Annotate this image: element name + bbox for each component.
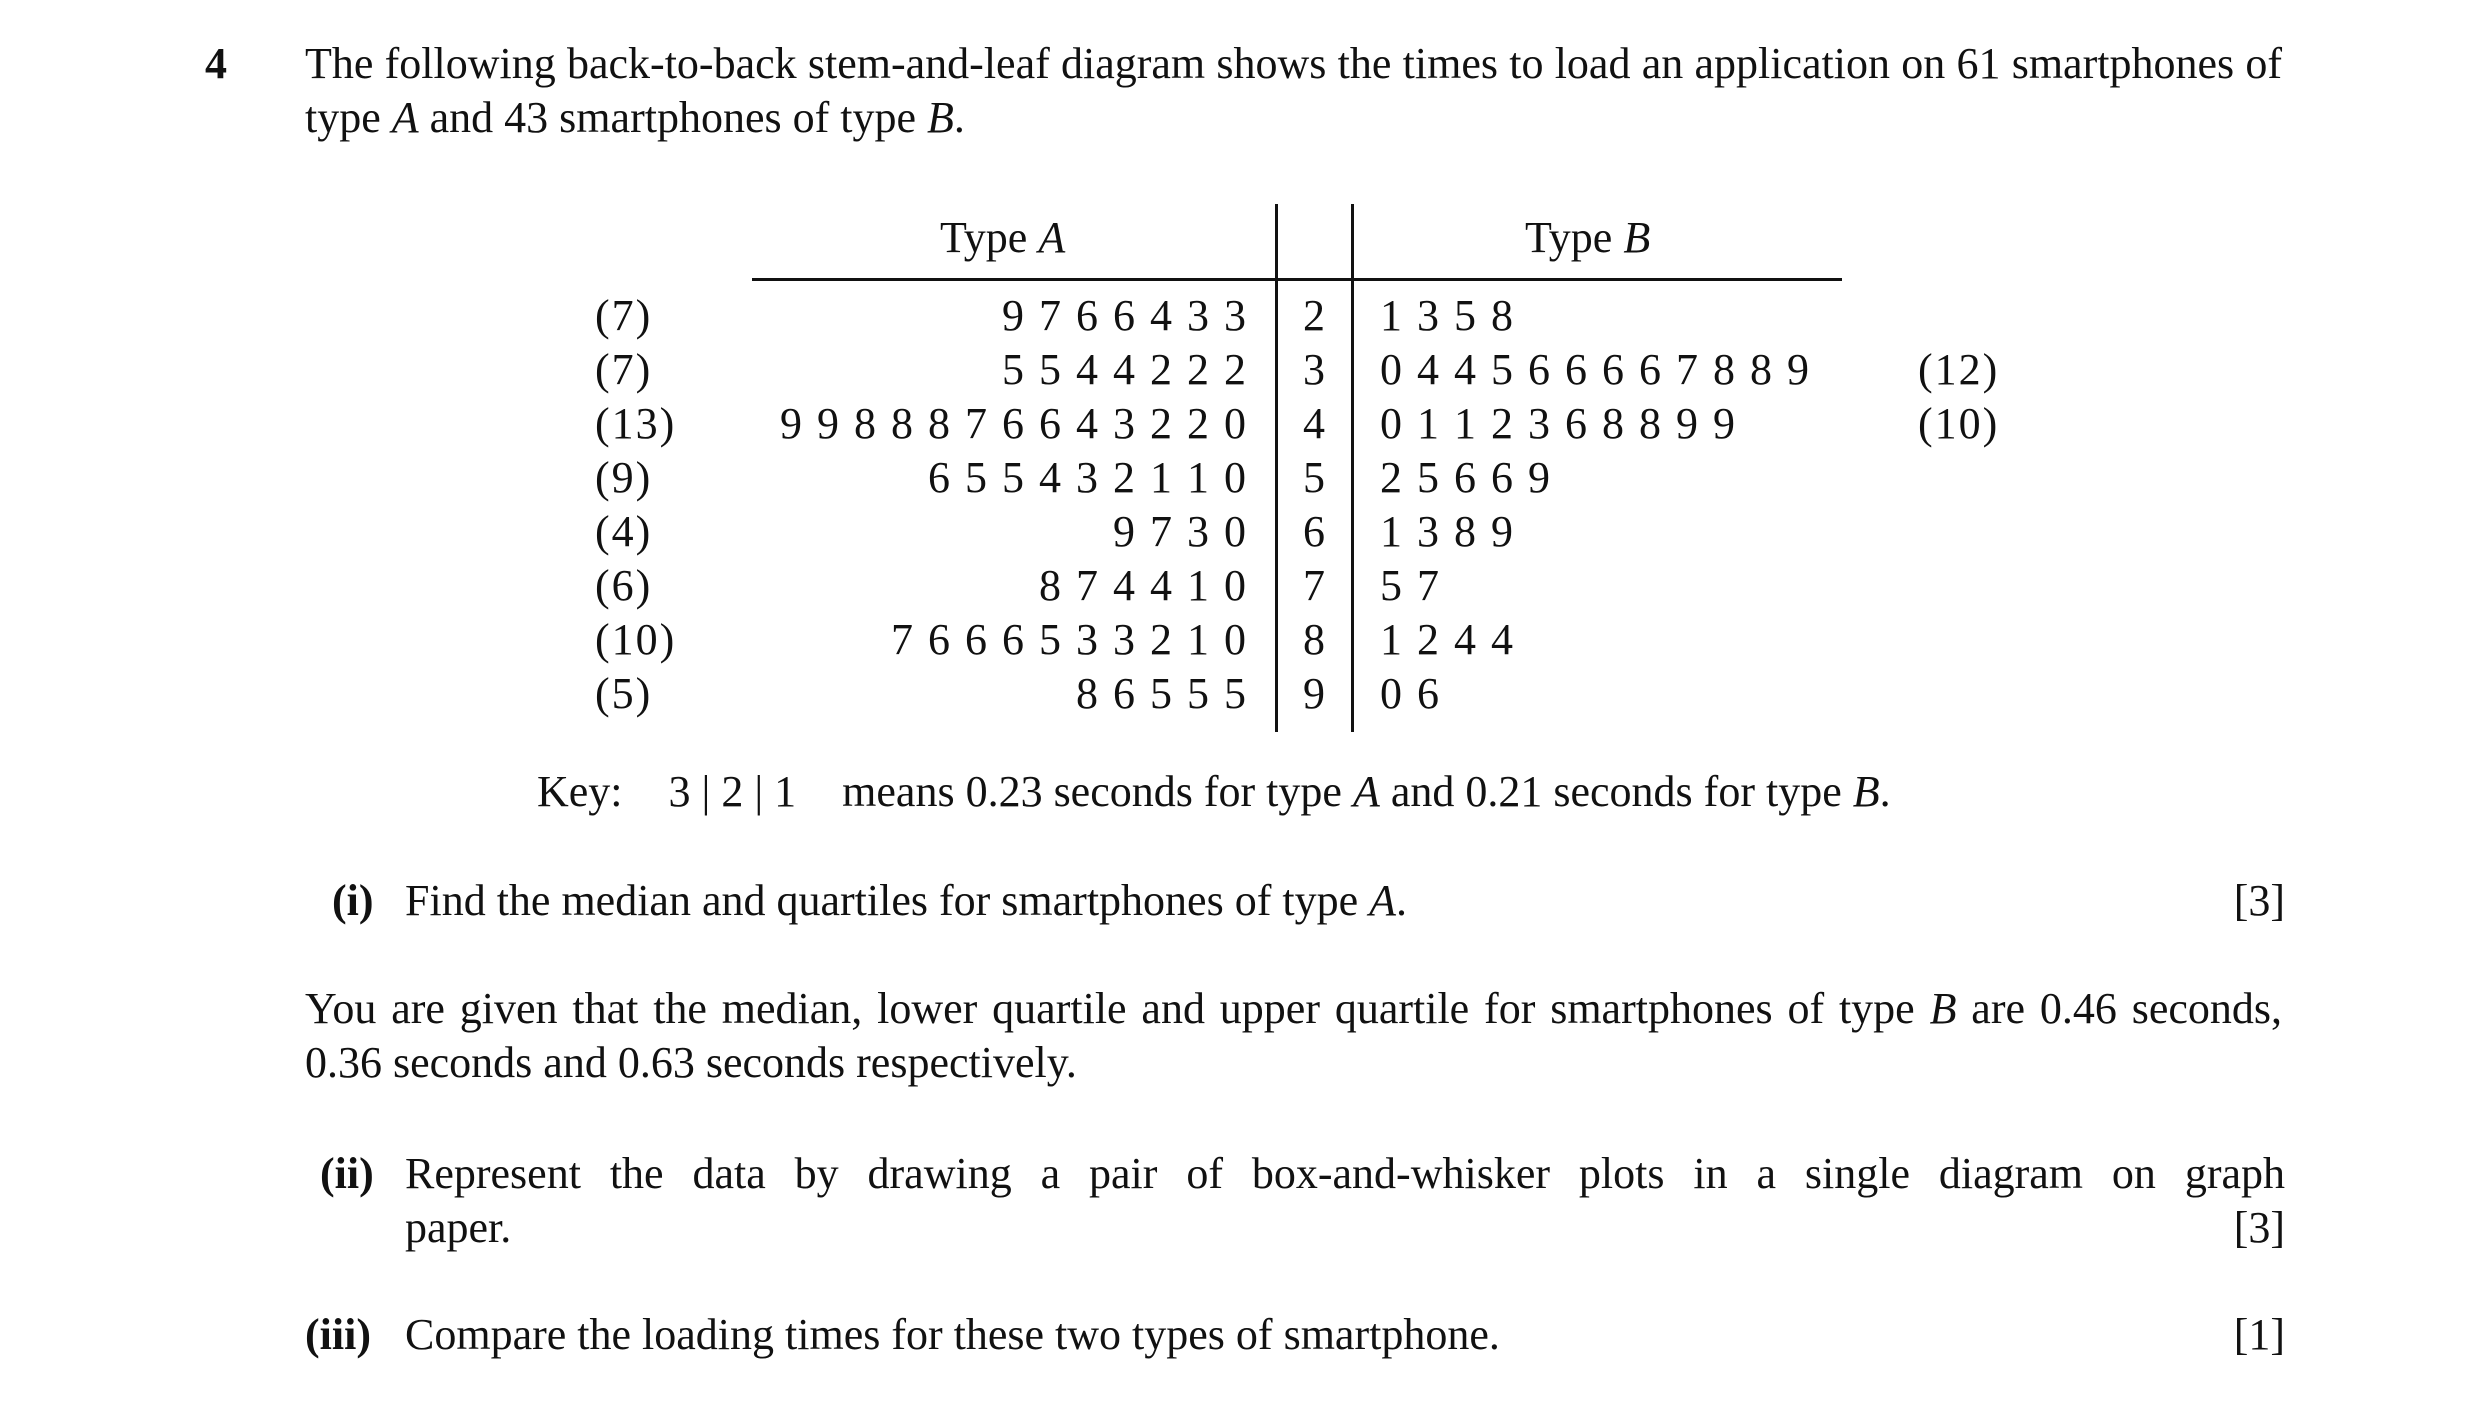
header-rule xyxy=(752,278,1842,281)
part-ii-marks: [3] xyxy=(2233,1203,2285,1252)
stem: 9 xyxy=(1303,669,1327,718)
key-example: 3 | 2 | 1 xyxy=(668,767,797,816)
part-i-marks: [3] xyxy=(2233,876,2285,925)
count-a: (5) xyxy=(595,669,653,718)
leaves-a: 9 7 6 6 4 3 3 xyxy=(1002,291,1248,340)
given-info xyxy=(305,982,2282,1090)
header-type-b xyxy=(1525,212,1650,263)
part-iii-text: Compare the loading times for these two types of smartphone. xyxy=(405,1310,1500,1359)
leaves-b: 0 6 xyxy=(1380,669,1441,718)
count-a: (6) xyxy=(595,561,653,610)
leaves-a: 7 6 6 6 5 3 3 2 1 0 xyxy=(891,615,1248,664)
stem: 6 xyxy=(1303,507,1327,556)
diagram-row xyxy=(0,398,2481,452)
leaves-a: 8 6 5 5 5 xyxy=(1076,669,1248,718)
intro-text-1: The following back-to-back stem-and-leaf diagram shows the times to load an application on 61 smartphones of type xyxy=(305,39,2282,142)
intro-text-3: . xyxy=(953,93,965,142)
key-var-a: A xyxy=(1352,767,1380,816)
count-a: (9) xyxy=(595,453,653,502)
count-b: (12) xyxy=(1918,345,2000,394)
header-b-var: B xyxy=(1623,213,1651,262)
given-text-1: You are given that the median, lower quartile and upper quartile for smartphones of type xyxy=(305,984,1930,1033)
header-a-prefix: Type xyxy=(940,213,1039,262)
intro-text-2: and 43 smartphones of type xyxy=(418,93,927,142)
leaves-b: 2 5 6 6 9 xyxy=(1380,453,1552,502)
stem: 7 xyxy=(1303,561,1327,610)
count-a: (7) xyxy=(595,291,653,340)
count-a: (13) xyxy=(595,399,677,448)
leaves-b: 1 3 8 9 xyxy=(1380,507,1515,556)
count-a: (4) xyxy=(595,507,653,556)
leaves-b: 1 2 4 4 xyxy=(1380,615,1515,664)
header-b-prefix: Type xyxy=(1525,213,1624,262)
key-label: Key: xyxy=(537,767,623,816)
leaves-a: 6 5 5 4 3 2 1 1 0 xyxy=(928,453,1248,502)
leaves-b: 1 3 5 8 xyxy=(1380,291,1515,340)
stem: 2 xyxy=(1303,291,1327,340)
diagram-key xyxy=(537,766,1891,817)
key-text-1: means 0.23 seconds for type xyxy=(842,767,1353,816)
leaves-a: 9 7 3 0 xyxy=(1113,507,1248,556)
part-i-text xyxy=(405,874,1407,928)
key-text-3: . xyxy=(1879,767,1891,816)
key-text-2: and 0.21 seconds for type xyxy=(1379,767,1853,816)
question-number: 4 xyxy=(205,39,227,88)
leaves-a: 5 5 4 4 2 2 2 xyxy=(1002,345,1248,394)
part-i-label: (i) xyxy=(332,876,374,925)
stem: 5 xyxy=(1303,453,1327,502)
question-intro xyxy=(305,37,2282,145)
part-iii-label: (iii) xyxy=(305,1310,371,1359)
diagram-row xyxy=(0,668,2481,722)
stem: 3 xyxy=(1303,345,1327,394)
diagram-row xyxy=(0,560,2481,614)
key-var-b: B xyxy=(1852,767,1880,816)
part-i-end: . xyxy=(1396,876,1408,925)
part-ii-line1: Represent the data by drawing a pair of box-and-whisker plots in a single diagram on graph xyxy=(405,1149,2285,1198)
intro-var-b: B xyxy=(927,93,954,142)
part-ii-line2: paper. xyxy=(405,1203,512,1252)
leaves-a: 9 9 8 8 8 7 6 6 4 3 2 2 0 xyxy=(780,399,1248,448)
diagram-row xyxy=(0,452,2481,506)
given-text-2: are 0.46 seconds, 0.36 seconds and 0.63 seconds respectively. xyxy=(305,984,2283,1087)
intro-var-a: A xyxy=(391,93,419,142)
diagram-row xyxy=(0,506,2481,560)
header-a-var: A xyxy=(1038,213,1066,262)
part-iii-marks: [1] xyxy=(2233,1310,2285,1359)
stem: 8 xyxy=(1303,615,1327,664)
diagram-row xyxy=(0,290,2481,344)
header-type-a xyxy=(940,212,1065,263)
part-ii-label: (ii) xyxy=(320,1149,374,1198)
leaves-b: 0 4 4 5 6 6 6 6 7 8 8 9 xyxy=(1380,345,1811,394)
count-b: (10) xyxy=(1918,399,2000,448)
part-i-var: A xyxy=(1369,876,1397,925)
given-var-b: B xyxy=(1929,984,1957,1033)
diagram-row xyxy=(0,344,2481,398)
leaves-a: 8 7 4 4 1 0 xyxy=(1039,561,1248,610)
count-a: (10) xyxy=(595,615,677,664)
part-i-text-body: Find the median and quartiles for smartphones of type xyxy=(405,876,1370,925)
leaves-b: 0 1 1 2 3 6 8 8 9 9 xyxy=(1380,399,1737,448)
stem: 4 xyxy=(1303,399,1327,448)
leaves-b: 5 7 xyxy=(1380,561,1441,610)
diagram-row xyxy=(0,614,2481,668)
count-a: (7) xyxy=(595,345,653,394)
